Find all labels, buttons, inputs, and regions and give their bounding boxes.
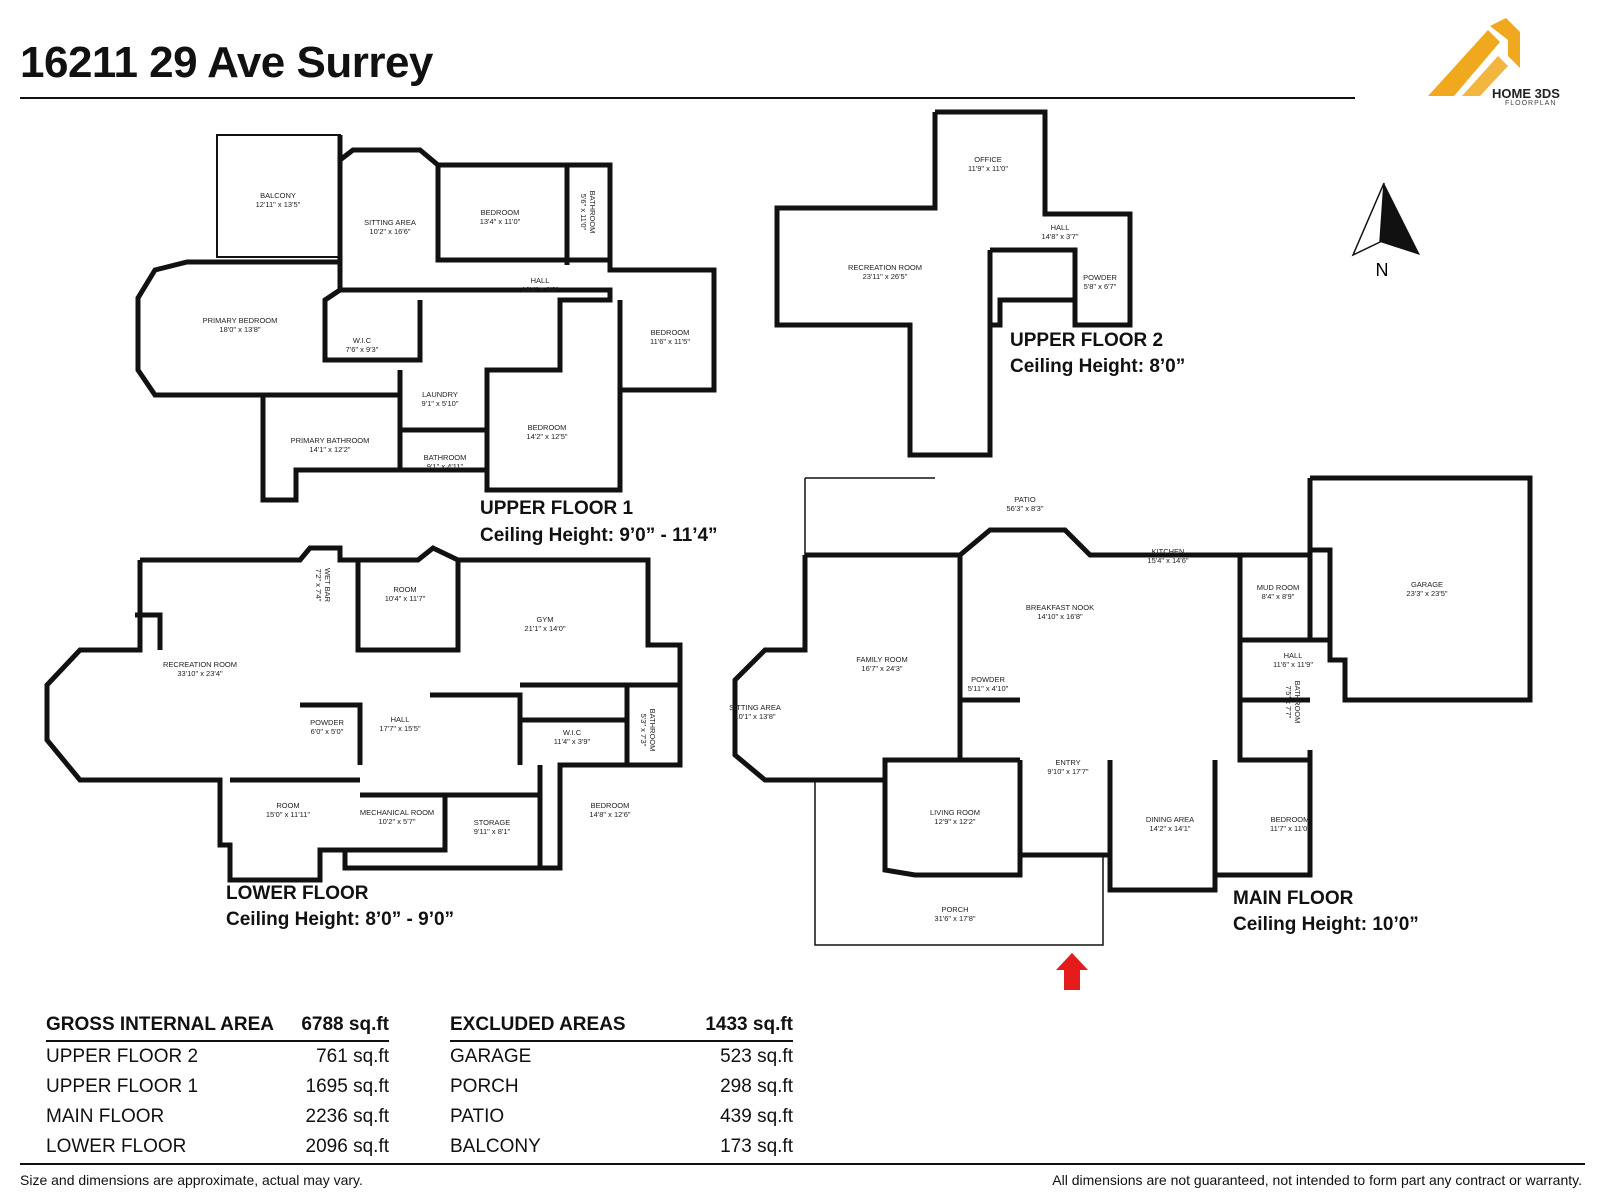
excluded-area-total: 1433 sq.ft: [705, 1014, 793, 1035]
row-value: 173 sq.ft: [720, 1136, 793, 1157]
row-label: BALCONY: [450, 1136, 541, 1157]
room-label-l-room-a: ROOM 10'4" x 11'7": [384, 585, 426, 603]
room-label-m-living: LIVING ROOM 12'9" x 12'2": [929, 808, 981, 826]
gross-area-table: [46, 1010, 389, 1162]
room-label-u1-primary-bath: PRIMARY BATHROOM 14'1" x 12'2": [290, 436, 370, 454]
room-label-u2-powder: POWDER 5'8" x 6'7": [1083, 273, 1117, 291]
entrance-arrow-icon: [1056, 953, 1088, 990]
footer-disclaimer-right: All dimensions are not guaranteed, not intended to form part any contract or warranty.: [1052, 1172, 1582, 1188]
room-label-m-breakfast: BREAKFAST NOOK 14'10" x 16'8": [1025, 603, 1095, 621]
logo-sub: FLOORPLAN: [1505, 100, 1557, 107]
row-value: 1695 sq.ft: [305, 1076, 389, 1097]
room-label-m-mud: MUD ROOM 8'4" x 8'9": [1256, 583, 1300, 601]
room-label-l-room-b: ROOM 15'0" x 11'11": [265, 801, 311, 819]
compass-label: N: [1375, 260, 1389, 280]
table-row: [450, 1132, 793, 1162]
table-row: [450, 1102, 793, 1132]
north-compass-icon: [1353, 183, 1420, 280]
row-label: MAIN FLOOR: [46, 1106, 165, 1127]
table-row: [46, 1042, 389, 1072]
room-label-l-bedroom: BEDROOM 14'8" x 12'6": [589, 801, 631, 819]
room-label-m-bathroom: BATHROOM7'5" x 7'7": [1284, 680, 1302, 724]
upper-floor-2-name: UPPER FLOOR 2: [1010, 330, 1164, 351]
room-label-u1-laundry: LAUNDRY 9'1" x 5'10": [421, 390, 459, 408]
room-label-m-hall: HALL 11'6" x 11'9": [1272, 651, 1314, 669]
room-label-m-sitting: SITTING AREA 10'1" x 13'8": [729, 703, 781, 721]
row-value: 298 sq.ft: [720, 1076, 793, 1097]
room-label-u2-hall: HALL 14'8" x 3'7": [1041, 223, 1079, 241]
room-label-m-entry: ENTRY 9'10" x 17'7": [1047, 758, 1089, 776]
room-label-u1-bathroom-b: BATHROOM 9'1" x 4'11": [423, 453, 467, 471]
room-label-l-rec: RECREATION ROOM 33'10" x 23'4": [162, 660, 238, 678]
gross-area-label: GROSS INTERNAL AREA: [46, 1014, 275, 1035]
room-label-u2-office: OFFICE 11'9" x 11'0": [967, 155, 1009, 173]
room-label-u1-primary: PRIMARY BEDROOM 18'0" x 13'8": [202, 316, 278, 334]
room-label-m-powder: POWDER 5'11" x 4'10": [967, 675, 1009, 693]
row-value: 2096 sq.ft: [305, 1136, 389, 1157]
room-label-l-bathroom: BATHROOM5'3" x 7'3": [639, 708, 657, 752]
upper-floor-2-ceiling: Ceiling Height: 8’0”: [1010, 356, 1186, 377]
room-label-l-wic: W.I.C 11'4" x 3'9": [553, 728, 591, 746]
row-label: UPPER FLOOR 2: [46, 1046, 199, 1067]
excluded-area-header: [450, 1010, 793, 1042]
row-value: 439 sq.ft: [720, 1106, 793, 1127]
lower-floor-ceiling: Ceiling Height: 8’0” - 9’0”: [226, 909, 455, 930]
room-label-u1-bedroom-b: BEDROOM 11'6" x 11'5": [649, 328, 691, 346]
room-label-u1-sitting: SITTING AREA 10'2" x 16'6": [364, 218, 416, 236]
room-label-u1-bedroom-c: BEDROOM 14'2" x 12'5": [526, 423, 568, 441]
row-label: LOWER FLOOR: [46, 1136, 187, 1157]
room-label-m-kitchen: KITCHEN 15'4" x 14'6": [1147, 547, 1189, 565]
room-label-u1-balcony: BALCONY 12'11" x 13'5": [255, 191, 301, 209]
room-label-l-gym: GYM 21'1" x 14'0": [524, 615, 566, 633]
upper-floor-1-ceiling: Ceiling Height: 9’0” - 11’4”: [480, 525, 718, 546]
room-label-m-dining: DINING AREA 14'2" x 14'1": [1145, 815, 1195, 833]
room-label-u1-bedroom-a: BEDROOM 13'4" x 11'0": [479, 208, 521, 226]
gross-area-total: 6788 sq.ft: [301, 1014, 389, 1035]
room-label-m-garage: GARAGE 23'3" x 23'5": [1406, 580, 1448, 598]
room-label-m-family: FAMILY ROOM 16'7" x 24'3": [856, 655, 908, 673]
table-row: [450, 1042, 793, 1072]
footer-divider: [20, 1163, 1585, 1165]
room-label-m-porch: PORCH 31'6" x 17'8": [934, 905, 976, 923]
main-floor-name: MAIN FLOOR: [1233, 888, 1354, 909]
excluded-area-table: [450, 1010, 793, 1162]
row-value: 2236 sq.ft: [305, 1106, 389, 1127]
room-label-m-bedroom: BEDROOM 11'7" x 11'0": [1269, 815, 1311, 833]
upper-floor-2-plan: [777, 112, 1130, 455]
room-label-u1-bathroom-a: BATHROOM5'6" x 11'0": [579, 190, 597, 234]
upper-floor-1-name: UPPER FLOOR 1: [480, 498, 634, 519]
room-label-u1-hall: HALL 16'4" x 3'3": [521, 276, 559, 294]
table-row: [46, 1132, 389, 1162]
table-row: [46, 1102, 389, 1132]
room-label-m-patio: PATIO 56'3" x 8'3": [1006, 495, 1044, 513]
main-floor-plan: [735, 478, 1530, 945]
footer-disclaimer-left: Size and dimensions are approximate, actual may vary.: [20, 1172, 363, 1188]
room-label-u2-rec: RECREATION ROOM 23'11" x 26'5": [847, 263, 923, 281]
logo-name: HOME 3DS: [1492, 86, 1560, 101]
row-label: PATIO: [450, 1106, 505, 1127]
room-label-l-storage: STORAGE 9'11" x 8'1": [473, 818, 511, 836]
lower-floor-plan: [47, 548, 680, 880]
row-value: 523 sq.ft: [720, 1046, 793, 1067]
table-row: [46, 1072, 389, 1102]
page-title: 16211 29 Ave Surrey: [20, 38, 433, 87]
room-label-u1-wic: W.I.C 7'6" x 9'3": [345, 336, 379, 354]
room-label-l-mech: MECHANICAL ROOM 10'2" x 5'7": [359, 808, 435, 826]
excluded-area-label: EXCLUDED AREAS: [450, 1014, 626, 1035]
lower-floor-name: LOWER FLOOR: [226, 883, 369, 904]
row-label: GARAGE: [450, 1046, 532, 1067]
row-label: PORCH: [450, 1076, 519, 1097]
room-label-l-hall: HALL 17'7" x 15'5": [379, 715, 421, 733]
room-label-l-powder: POWDER 6'0" x 5'0": [310, 718, 344, 736]
main-floor-ceiling: Ceiling Height: 10’0”: [1233, 914, 1419, 935]
room-label-l-wetbar: WET BAR7'2" x 7'4": [314, 567, 332, 603]
row-label: UPPER FLOOR 1: [46, 1076, 199, 1097]
gross-area-header: [46, 1010, 389, 1042]
row-value: 761 sq.ft: [316, 1046, 389, 1067]
table-row: [450, 1072, 793, 1102]
